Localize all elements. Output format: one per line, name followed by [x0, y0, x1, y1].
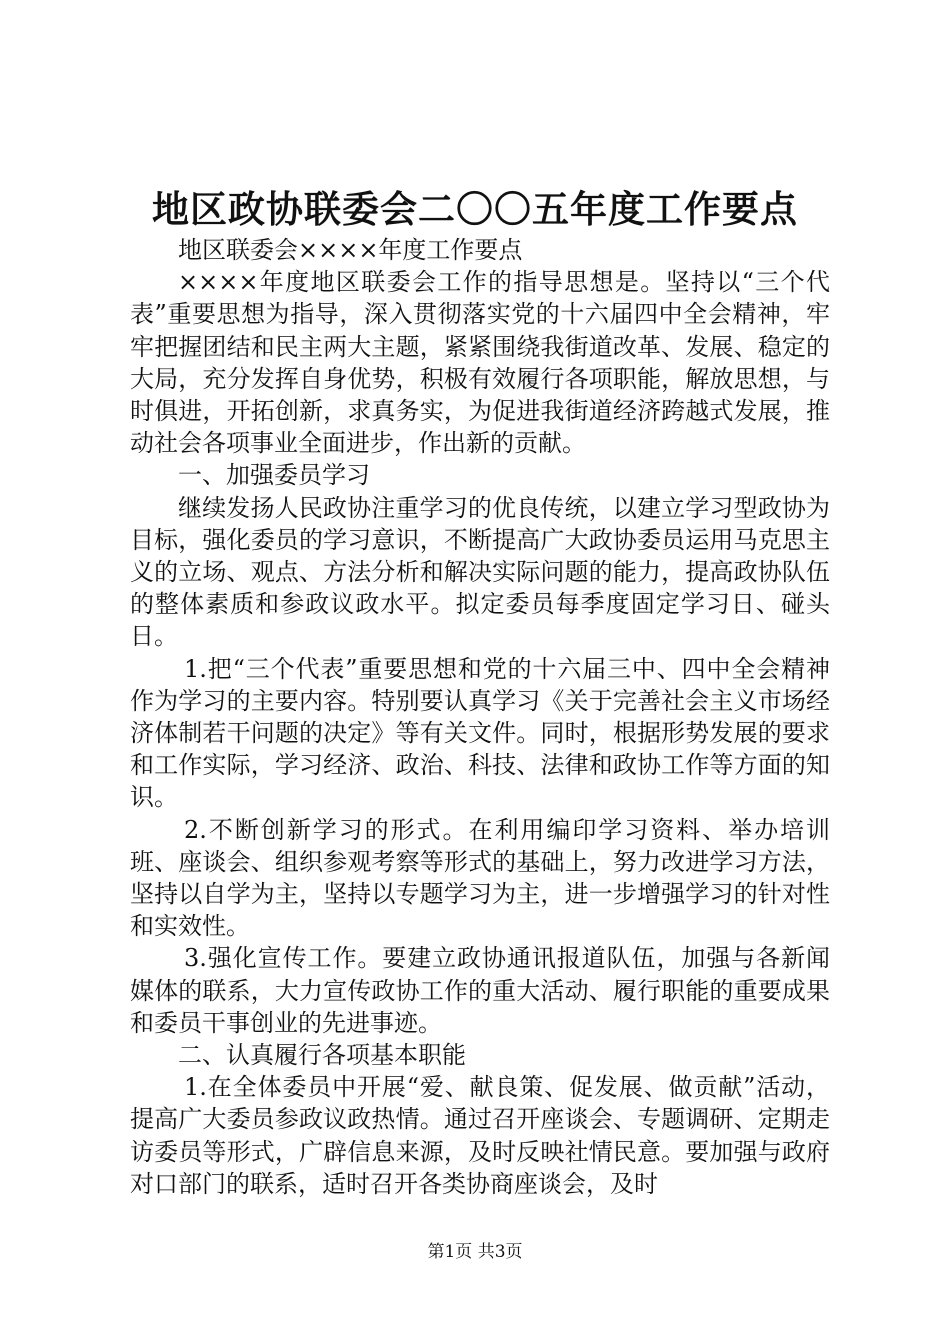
paragraph-item-2: 2.不断创新学习的形式。在利用编印学习资料、举办培训班、座谈会、组织参观考察等形式的基础上，努力改进学习方法，坚持以自学为主，坚持以专题学习为主，进一步增强学习的针对性和实效性。	[130, 815, 830, 941]
paragraph-item-duties-1: 1.在全体委员中开展“爱、献良策、促发展、做贡献”活动，提高广大委员参政议政热情。通过召开座谈会、专题调研、定期走访委员等形式，广辟信息来源，及时反映社情民意。要加强与政府对口部门的联系，适时召开各类协商座谈会，及时	[130, 1073, 830, 1198]
section-heading-2: 二、认真履行各项基本职能	[178, 1041, 466, 1070]
paragraph-item-1: 1.把“三个代表”重要思想和党的十六届三中、四中全会精神作为学习的主要内容。特别要认真学习《关于完善社会主义市场经济体制若干问题的决定》等有关文件。同时，根据形势发展的要求和工作实际，学习经济、政治、科技、法律和政协工作等方面的知识。	[130, 654, 830, 812]
document-body	[130, 234, 830, 1200]
paragraph-item-3: 3.强化宣传工作。要建立政协通讯报道队伍，加强与各新闻媒体的联系，大力宣传政协工作的重大活动、履行职能的重要成果和委员干事创业的先进事迹。	[130, 944, 830, 1037]
section-heading-1: 一、加强委员学习	[178, 461, 370, 490]
paragraph-guiding-thought: ××××年度地区联委会工作的指导思想是。坚持以“三个代表”重要思想为指导，深入贯彻落实党的十六届四中全会精神，牢牢把握团结和民主两大主题，紧紧围绕我街道改革、发展、稳定的大局，充分发挥自身优势，积极有效履行各项职能，解放思想，与时俱进，开拓创新，求真务实，为促进我街道经济跨越式发展，推动社会各项事业全面进步，作出新的贡献。	[130, 268, 830, 458]
paragraph-learning: 继续发扬人民政协注重学习的优良传统，以建立学习型政协为目标，强化委员的学习意识，不断提高广大政协委员运用马克思主义的立场、观点、方法分析和解决实际问题的能力，提高政协队伍的整体素质和参政议政水平。拟定委员每季度固定学习日、碰头日。	[130, 493, 830, 651]
page-footer: 第1页 共3页	[427, 1242, 523, 1262]
document-title: 地区政协联委会二〇〇五年度工作要点	[152, 187, 798, 231]
paragraph-subtitle: 地区联委会××××年度工作要点	[178, 236, 523, 264]
